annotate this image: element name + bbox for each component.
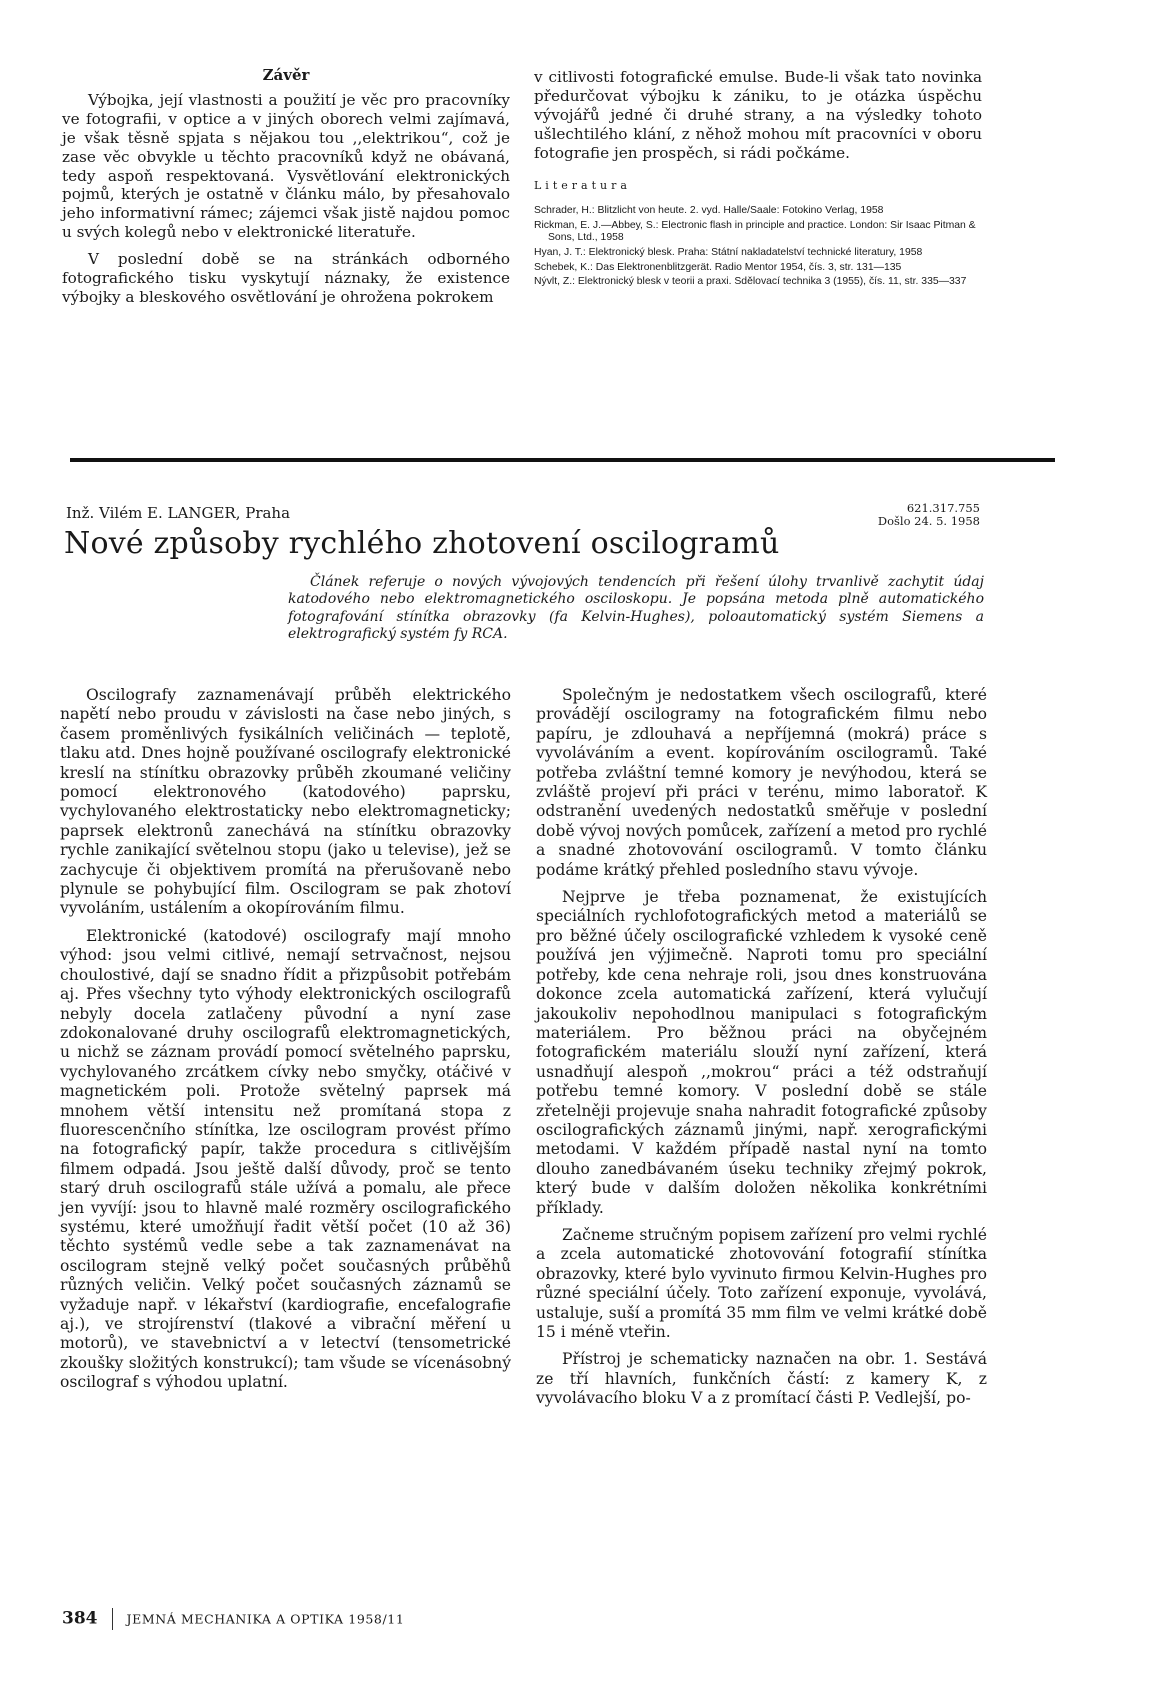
body-paragraph: Oscilografy zaznamenávají průběh elektrického napětí nebo proudu v závislosti na čase nebo jiných, s časem proměnlivých fysikálních veličinách — teplotě, tlaku atd. Dnes hojně používané oscilografy elektronické kreslí na stínítku obrazovky průběh zkoumané veličiny pomocí elektronového (katodového) paprsku, vychylovaného elektrostaticky nebo elektromagneticky; paprsek elektronů zanechává na stínítku obrazovky rychle zanikající světelnou stopu (jako u televise), jež se zachycuje či objektivem promítá na přerušovaně nebo plynule se pohybující film. Oscilogram se pak zhotoví vyvoláním, ustálením a okopírováním filmu. xyxy=(60,686,511,918)
body-paragraph: Začneme stručným popisem zařízení pro velmi rychlé a zcela automatické zhotovování fotografií stínítka obrazovky, které bylo vyvinuto firmou Kelvin-Hughes pro různé speciální účely. Toto zařízení exponuje, vyvolává, ustaluje, suší a promítá 35 mm film ve velmi krátké době 15 i méně vteřin. xyxy=(536,1225,987,1341)
article-title: Nové způsoby rychlého zhotovení oscilogramů xyxy=(64,526,780,561)
literature-item: Hyan, J. T.: Elektronický blesk. Praha: Státní nakladatelství technické literatury, 1958 xyxy=(534,246,923,258)
body-paragraph: Společným je nedostatkem všech oscilografů, které provádějí oscilogramy na fotografickém filmu nebo papíru, je zdlouhavá a nepříjemná (mokrá) práce s vyvoláváním a event. kopírováním oscilogramů. Také potřeba zvláštní temné komory je nevýhodou, která se zvláště projeví při práci v terénu, mimo laboratoř. K odstranění uvedených nedostatků směřuje v poslední době vývoj nových pomůcek, zařízení a metod pro rychlé a snadné zhotovování oscilogramů. V tomto článku podáme krátký přehled posledního stavu vývoje. xyxy=(536,686,987,879)
article-right-column xyxy=(536,686,987,1409)
journal-name: JEMNÁ MECHANIKA A OPTIKA 1958/11 xyxy=(126,1611,405,1627)
conclusion-paragraph-2: V poslední době se na stránkách odborného fotografického tisku vyskytují náznaky, že existence výbojky a bleskového osvětlování je ohrožena pokrokem xyxy=(62,250,510,306)
footer-divider xyxy=(112,1608,113,1630)
section-divider xyxy=(70,458,1055,462)
conclusion-paragraph-1: Výbojka, její vlastnosti a použití je věc pro pracovníky ve fotografii, v optice a v jiných oborech velmi zajímavá, je však těsně spjata s nějakou tou ,,elektrikou“, což je zase věc obvykle u těchto pracovníků když ne obávaná, tedy aspoň respektovaná. Vysvětlování elektronických pojmů, kterých je ostatně v článku málo, by přesahovalo jeho informativní rámec; zájemci však jistě najdou pomoc u svých kolegů nebo v elektronické literatuře. xyxy=(62,90,510,242)
literature-list xyxy=(534,205,982,288)
page-footer xyxy=(62,1608,404,1630)
body-paragraph: Elektronické (katodové) oscilografy mají mnoho výhod: jsou velmi citlivé, nemají setrvačnost, nejsou choulostivé, dají se snadno řídit a přizpůsobit potřebám aj. Přes všechny tyto výhody elektronických oscilografů nebyly docela zatlačeny původní a nyní zase zdokonalované druhy oscilografů elektromagnetických, u nichž se záznam provádí pomocí světelného paprsku, vychylovaného zrcátkem cívky nebo smyčky, otáčivé v magnetickém poli. Protože světelný paprsek má mnohem větší intensitu než promítaná stopa z fluorescenčního stínítka, lze oscilogram provést přímo na fotografický papír, takže procedura s citlivějším filmem odpadá. Jsou ještě další důvody, proč se tento starý druh oscilografů stále užívá a pomalu, ale přece jen vyvíjí: jsou to hlavně malé rozměry oscilografického systému, které umožňují řadit větší počet (10 až 36) těchto systémů vedle sebe a tak zaznamenávat na oscilogram stejně velký počet současných průběhů různých veličin. Velký počet současných záznamů se vyžaduje např. v lékařství (kardiografie, encefalografie aj.), ve strojírenství (tlakové a vibrační měření u motorů), ve stavebnictví a v letectví (tensometrické zkoušky složitých konstrukcí); tam všude se vícenásobný oscilograf s výhodou uplatní. xyxy=(60,926,511,1392)
body-paragraph: Nejprve je třeba poznamenat, že existujících speciálních rychlofotografických metod a materiálů se pro běžné účely oscilografické vzhledem k vysoké ceně používá jen výjimečně. Naproti tomu pro speciální potřeby, kde cena nehraje roli, jsou dnes konstruována dokonce zcela automatická zařízení, která vylučují jakoukoliv nepohodlnou manipulaci s fotografickým materiálem. Pro běžnou práci na obyčejném fotografickém materiálu slouží nyní zařízení, která usnadňují alespoň ,,mokrou“ práci a též odstraňují potřebu temné komory. V poslední době se stále zřetelněji projevuje snaha nahradit fotografické způsoby oscilografických záznamů jinými, např. xerografickými metodami. V každém případě nastal nyní na tomto dlouho zanedbávaném úseku techniky zřejmý pokrok, který bude v dalším doložen několika konkrétními příklady. xyxy=(536,888,987,1217)
article-meta xyxy=(830,502,980,528)
article-abstract: Článek referuje o nových vývojových tendencích při řešení úlohy trvanlivě zachytit údaj katodového nebo elektromagnetického osciloskopu. Je popsána metoda plně automatického fotografování stínítka obrazovky (fa Kelvin-Hughes), poloautomatický systém Siemens a elektrografický systém fy RCA. xyxy=(288,574,984,643)
literature-item: Schebek, K.: Das Elektronenblitzgerät. Radio Mentor 1954, čís. 3, str. 131—135 xyxy=(534,261,902,273)
literature-item: Nývlt, Z.: Elektronický blesk v teorii a praxi. Sdělovací technika 3 (1955), čís. 11, str. 335—337 xyxy=(534,276,967,288)
literature-item: Schrader, H.: Blitzlicht von heute. 2. vyd. Halle/Saale: Fotokino Verlag, 1958 xyxy=(534,205,884,217)
conclusion-heading: Závěr xyxy=(262,66,310,84)
conclusion-column xyxy=(62,66,510,307)
body-paragraph: Přístroj je schematicky naznačen na obr. 1. Sestává ze tří hlavních, funkčních částí: z kamery K, z vyvolávacího bloku V a z promítací části P. Vedlejší, po- xyxy=(536,1350,987,1408)
page-number: 384 xyxy=(62,1608,98,1629)
article-left-column xyxy=(60,686,511,1393)
udc-code: 621.317.755 xyxy=(906,501,980,515)
article-author: Inž. Vilém E. LANGER, Praha xyxy=(66,504,291,522)
conclusion-right-column xyxy=(534,68,982,291)
literature-heading: Literatura xyxy=(534,178,631,192)
received-date: Došlo 24. 5. 1958 xyxy=(877,514,980,528)
conclusion-continuation: v citlivosti fotografické emulse. Bude-li však tato novinka předurčovat výbojku k zániku, to je otázka úspěchu vývojářů jedné či druhé strany, a na výsledky tohoto ušlechtilého klání, z něhož mohou mít pracovníci v oboru fotografie jen prospěch, si rádi počkáme. xyxy=(534,68,982,162)
literature-item: Rickman, E. J.—Abbey, S.: Electronic flash in principle and practice. London: Sir Isaac Pitman & Sons, Ltd., 1958 xyxy=(534,220,976,244)
